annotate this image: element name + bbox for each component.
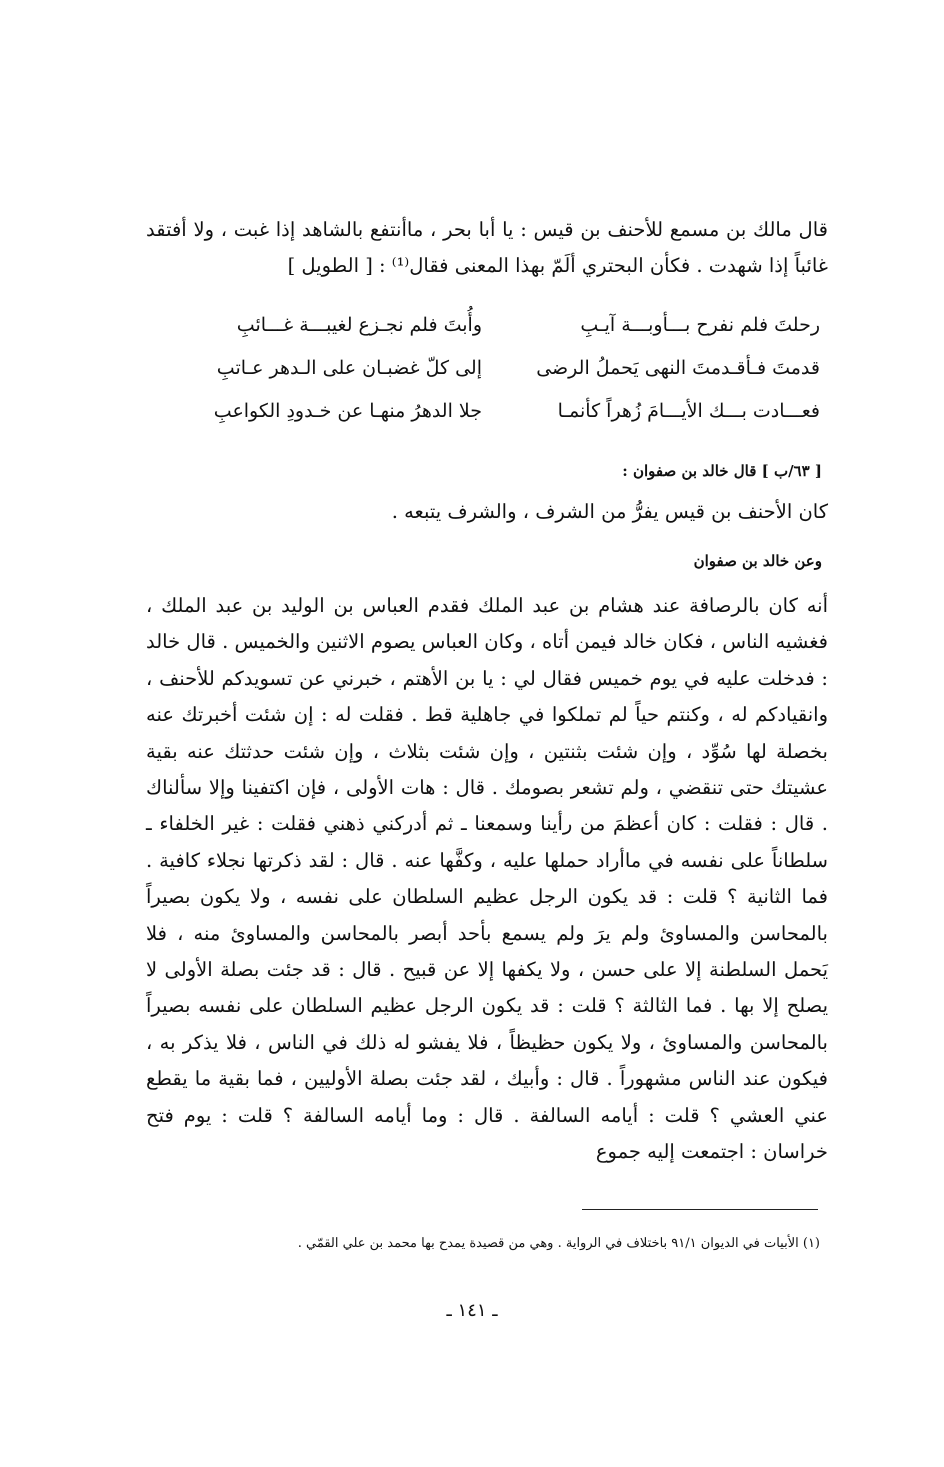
section-heading: [ ٦٣/ب ] قال خالد بن صفوان : bbox=[622, 462, 822, 480]
footnote-divider bbox=[582, 1209, 818, 1210]
intro-paragraph: قال مالك بن مسمع للأحنف بن قيس : يا أبا بحر ، ماأنتفع بالشاهد إذا غبت ، ولا أفتقد غائباً إذا شهدت . فكأن البحتري ألَمّ بهذا المعنى فقال⁽¹⁾ : [ الطويل ] bbox=[146, 218, 828, 277]
verse-first-hemistich: قدمتَ فـأقـدمتَ النهى يَحملُ الرضى bbox=[536, 357, 820, 379]
verse-second-hemistich: إلى كلّ غضبـان على الـدهر عـاتبِ bbox=[216, 357, 482, 379]
quote-line: كان الأحنف بن قيس يفرُّ من الشرف ، والشرف يتبعه . bbox=[391, 500, 828, 523]
page-number: ـ ١٤١ ـ bbox=[446, 1300, 498, 1321]
verse-line bbox=[180, 314, 820, 354]
verse-line bbox=[180, 400, 820, 440]
verse-second-hemistich: وأُبتَ فلم نجـزع لغيبـــة غـــائبِ bbox=[236, 314, 482, 336]
verse-first-hemistich: رحلتَ فلم نفرح بـــأوبـــة آيـبِ bbox=[580, 314, 820, 336]
body-paragraph: أنه كان بالرصافة عند هشام بن عبد الملك فقدم العباس بن الوليد بن عبد الملك ، فغشيه الناس ، فكان خالد فيمن أتاه ، وكان العباس يصوم الاثنين والخميس . قال خالد : فدخلت عليه في يوم خميس فقال لي : يا بن الأهتم ، خبرني عن تسويدكم للأحنف ، وانقيادكم له ، وكنتم حياً لم تملكوا في جاهلية قط . فقلت له : إن شئت أخبرتك عنه بخصلة لها سُوِّد ، وإن شئت بثنتين ، وإن شئت بثلاث ، وإن شئت حدثتك عنه بقية عشيتك حتى تنقضي ، ولم تشعر بصومك . قال : هات الأولى ، فإن اكتفينا وإلا سألناك . قال : فقلت : كان أعظمَ من رأينا وسمعنا ـ ثم أدركني ذهني فقلت : غير الخلفاء ـ سلطاناً على نفسه في ماأراد حملها عليه ، وكفَّها عنه . قال : لقد ذكرتها نجلاء كافية . فما الثانية ؟ قلت : قد يكون الرجل عظيم السلطان على نفسه ، ولا يكون بصيراً بالمحاسن والمساوئ ولم يرَ ولم يسمع بأحد أبصر بالمحاسن والمساوئ منه ، فلا يَحمل السلطنة إلا على حسن ، ولا يكفها إلا عن قبيح . قال : قد جئت بصلة الأولى لا يصلح إلا بها . فما الثالثة ؟ قلت : قد يكون الرجل عظيم السلطان على نفسه بصيراً بالمحاسن والمساوئ ، ولا يكون حظيظاً ، فلا يفشو له ذلك في الناس ، فلا يذكر به ، فيكون عند الناس مشهوراً . قال : وأبيك ، لقد جئت بصلة الأوليين ، فما بقية ما يقطع عني العشي ؟ قلت : أيامه السالفة . قال : وما أيامه السالفة ؟ قلت : يوم فتح خراسان : اجتمعت إليه جموع bbox=[146, 594, 828, 1164]
verse-second-hemistich: جلا الدهرُ منهـا عن خـدودِ الكواعبِ bbox=[213, 400, 482, 422]
verse-first-hemistich: فعـــادت بـــك الأيـــامَ زُهراً كأنمـا bbox=[557, 400, 820, 422]
footnote: (١) الأبيات في الديوان ٩١/١ باختلاف في الرواية . وهي من قصيدة يمدح بها محمد بن علي القمّي . bbox=[297, 1236, 820, 1251]
verse-line bbox=[180, 357, 820, 397]
section-heading: وعن خالد بن صفوان bbox=[693, 552, 822, 570]
